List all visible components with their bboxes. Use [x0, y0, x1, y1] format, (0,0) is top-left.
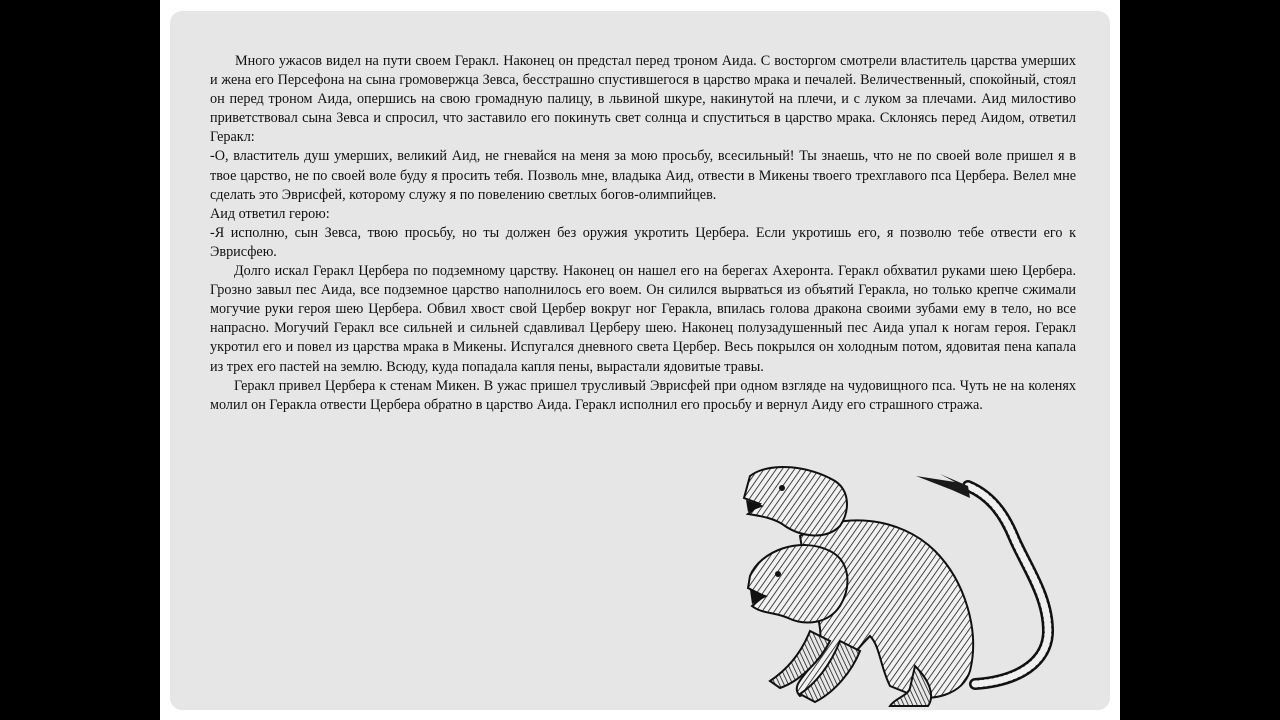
paragraph-taming-cerberus: Долго искал Геракл Цербера по подземному царству. Наконец он нашел его на берегах Ахеронта. Геракл обхватил руками шею Цербера. Грозно завыл пес Аида, все подземное царство наполнилось его воем. Он силился вырваться из объятий Геракла, но только крепче сжимали могучие руки героя шею Цербера. Обвил хвост свой Цербер вокруг ног Геракла, впилась голова дракона своими зубами ему в тело, но все напрасно. Могучий Геракл все сильней и сильней сдавливал Церберу шею. Наконец полузадушенный пес Аида упал к ногам героя. Геракл укротил его и повел из царства мрака в Микены. Испугался дневного света Цербер. Весь покрылся он холодным потом, ядовитая пена капала из трех его пастей на землю. Всюду, куда попадала капля пены, вырастали ядовитые травы. [210, 263, 1076, 375]
dog-head-lower [748, 545, 847, 622]
paragraph-heracles-request: -О, властитель душ умерших, великий Аид, не гневайся на меня за мою просьбу, всесильный! Ты знаешь, что не по своей воле пришел я в твое царство, не по своей воле буду я просить тебя. Позволь мне, владыка Аид, отвести в Микены твоего трехглавого пса Цербера. Велел мне сделать это Эврисфей, которому служу я по повелению светлых богов-олимпийцев. [210, 148, 1076, 203]
content-panel [170, 11, 1110, 710]
paragraph-hades-answer-intro: Аид ответил герою: [210, 205, 330, 222]
serpent-head [916, 474, 970, 498]
paragraph-hades-answer: -Я исполню, сын Зевса, твою просьбу, но ты должен без оружия укротить Цербера. Если укротишь его, я позволю тебе отвести его к Эврисфею. [210, 224, 1076, 260]
paragraph-return-to-mycenae: Геракл привел Цербера к стенам Микен. В ужас пришел трусливый Эврисфей при одном взгляде на чудовищного пса. Чуть не на коленях молил он Геракла отвести Цербера обратно в царство Аида. Геракл исполнил его просьбу и вернул Аиду его страшного стража. [210, 377, 1076, 413]
story-text [210, 52, 1076, 415]
slide [160, 0, 1120, 720]
paragraph-hades-throne: Много ужасов видел на пути своем Геракл. Наконец он предстал перед троном Аида. С восторгом смотрели властитель царства умерших и жена его Персефона на сына громовержца Зевса, бесстрашно спустившегося в царство мрака и печалей. Величественный, спокойный, стоял он перед троном Аида, опершись на свою громадную палицу, в львиной шкуре, накинутой на плечи, и с луком за плечами. Аид милостиво приветствовал сына Зевса и спросил, что заставило его покинуть свет солнца и спуститься в царство мрака. Склонясь перед Аидом, ответил Геракл: [210, 53, 1076, 146]
cerberus-illustration [730, 456, 1075, 711]
dog-head-upper [744, 467, 847, 536]
